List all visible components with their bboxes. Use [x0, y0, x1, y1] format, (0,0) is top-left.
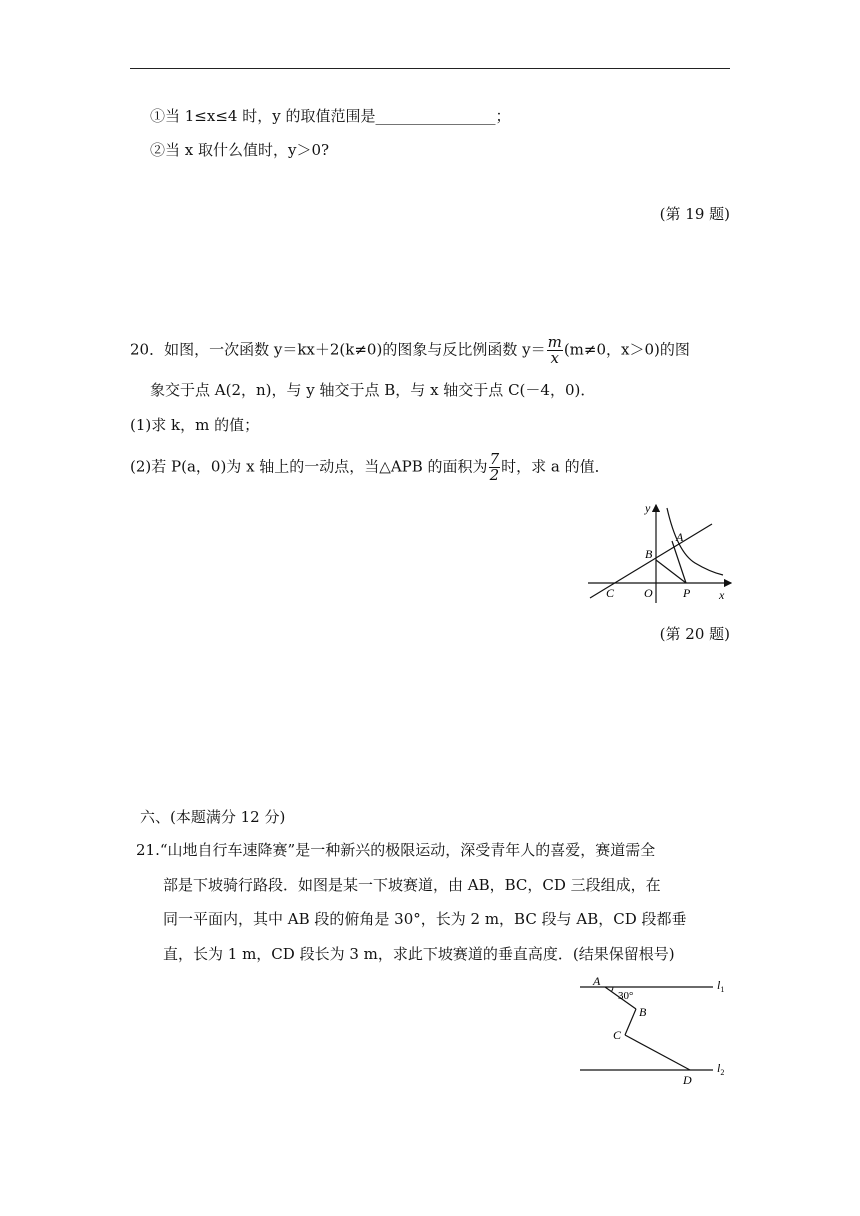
l1-letter: l	[717, 978, 721, 992]
label-y: y	[645, 501, 651, 515]
q20-part-2-text-b: 时，求 a 的值．	[501, 457, 610, 476]
label-l2	[717, 1061, 724, 1077]
q19-caption: (第 19 题)	[659, 205, 730, 223]
label-B: B	[645, 547, 653, 561]
q20-stem-line-1	[130, 335, 690, 366]
q21-line-4: 直，长为 1 m，CD 段长为 3 m，求此下坡赛道的垂直高度．(结果保留根号)	[163, 945, 675, 963]
label-D: D	[683, 1073, 692, 1087]
label-O: O	[644, 586, 653, 600]
angle-arc	[612, 987, 614, 992]
label-B: B	[639, 1005, 647, 1019]
segment-BC	[625, 1009, 636, 1035]
q19-subquestion-1: ①当 1≤x≤4 时，y 的取值范围是________________；	[150, 107, 511, 125]
segment-AP	[672, 541, 686, 583]
q20-stem-text-b: (m≠0，x＞0)的图	[563, 340, 690, 359]
q20-part-2-text-a: (2)若 P(a，0)为 x 轴上的一动点，当△APB 的面积为	[130, 457, 488, 476]
q20-fraction-7-over-2	[489, 452, 501, 483]
segment-CD	[625, 1035, 690, 1070]
label-angle: 30°	[618, 990, 634, 1002]
label-A: A	[593, 975, 601, 988]
label-A: A	[676, 530, 684, 544]
q21-figure	[575, 975, 740, 1090]
fraction-numerator: m	[547, 333, 562, 351]
l2-letter: l	[717, 1061, 721, 1075]
q20-stem-line-2: 象交于点 A(2，n)，与 y 轴交于点 B，与 x 轴交于点 C(－4，0)．	[150, 381, 596, 399]
q20-fraction-m-over-x	[547, 335, 563, 366]
fraction-denominator: 2	[489, 466, 500, 484]
segment-BP	[656, 560, 686, 583]
fraction-denominator: x	[550, 349, 559, 367]
l1-subscript: 1	[720, 985, 725, 994]
header-rule	[130, 68, 730, 69]
fraction-numerator: 7	[489, 450, 500, 468]
q20-stem-text-a: 20．如图，一次函数 y＝kx＋2(k≠0)的图象与反比例函数 y＝	[130, 340, 546, 359]
q20-part-2	[130, 452, 610, 483]
label-C: C	[606, 586, 615, 600]
q21-line-2: 部是下坡骑行路段．如图是某一下坡赛道，由 AB，BC，CD 三段组成，在	[163, 876, 661, 894]
section-6-heading: 六、(本题满分 12 分)	[140, 808, 286, 826]
q21-line-1: 21.“山地自行车速降赛”是一种新兴的极限运动，深受青年人的喜爱，赛道需全	[136, 841, 656, 859]
label-C: C	[613, 1028, 622, 1042]
label-l1	[717, 978, 724, 994]
q20-part-1: (1)求 k，m 的值；	[130, 416, 260, 434]
q21-line-3: 同一平面内，其中 AB 段的俯角是 30°，长为 2 m，BC 段与 AB，CD 段都垂	[163, 910, 687, 928]
q20-caption: (第 20 题)	[659, 625, 730, 643]
q20-figure	[585, 500, 735, 605]
l2-subscript: 2	[720, 1068, 725, 1077]
q19-subquestion-2: ②当 x 取什么值时，y＞0?	[150, 141, 330, 159]
label-P: P	[683, 586, 691, 600]
label-x: x	[719, 588, 725, 602]
